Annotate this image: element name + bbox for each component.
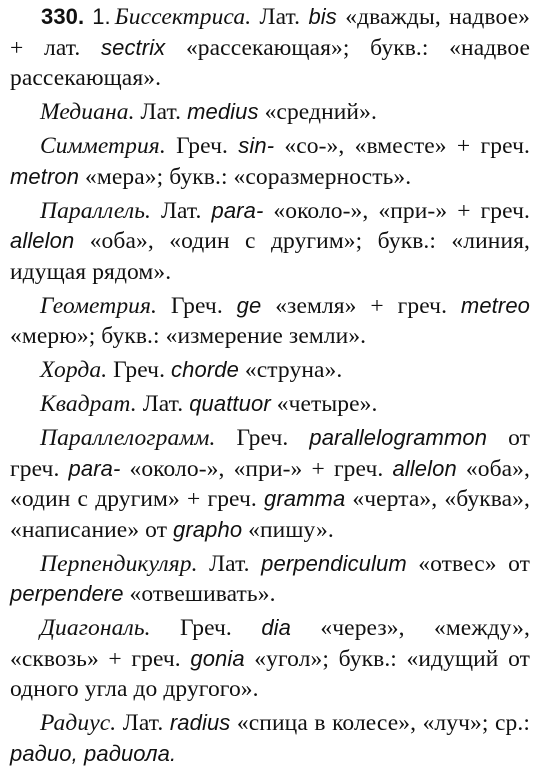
source-word: metreo — [460, 292, 530, 318]
definition-text: Греч. — [107, 357, 172, 383]
definition-text: Греч. — [165, 133, 239, 159]
definition-text: «пишу». — [242, 516, 334, 543]
subtask-number: 1. — [92, 4, 111, 29]
term: Медиана. — [40, 99, 135, 125]
definition-text: «оба», «один с другим» + греч. — [10, 455, 530, 512]
definition-text: «оба», «один с другим»; букв.: «линия, идущая рядом». — [10, 228, 530, 285]
term: Биссектриса. — [114, 4, 252, 30]
source-word: bis — [308, 4, 337, 29]
definition-text: «земля» + греч. — [261, 292, 461, 319]
term: Квадрат. — [40, 391, 137, 417]
entry-body — [40, 391, 378, 417]
definition-text: «угол»; букв.: «идущий от одного угла до другого». — [10, 645, 530, 702]
entry-body — [10, 551, 530, 608]
definition-text: «со-», «вместе» + греч. — [274, 133, 530, 159]
term: Хорда. — [40, 357, 108, 383]
definition-text: Греч. — [215, 425, 310, 451]
entry-body — [10, 4, 530, 91]
entry-6 — [10, 355, 530, 386]
definition-text: «около-», «при-» + греч. — [120, 455, 393, 482]
source-word: perpendiculum — [261, 550, 407, 576]
entry-body — [10, 615, 530, 702]
definition-text: «черта», «буква», «написание» от — [10, 486, 530, 543]
definition-text: Лат. — [136, 391, 190, 417]
entry-10 — [10, 613, 530, 705]
entry-1 — [10, 2, 530, 94]
definition-text: «дважды, надвое» + лат. — [10, 4, 530, 61]
source-word: sectrix — [101, 34, 166, 60]
entry-body — [40, 357, 342, 383]
exercise-page — [10, 2, 530, 773]
source-word: радио, радиола. — [10, 740, 177, 766]
source-word: medius — [187, 99, 259, 124]
entry-9 — [10, 549, 530, 610]
source-word: radius — [169, 710, 231, 735]
entry-4 — [10, 196, 530, 288]
exercise-number: 330. — [41, 4, 85, 29]
entry-body — [10, 293, 530, 350]
entry-2 — [10, 97, 530, 128]
definition-text: «около-», «при-» + греч. — [263, 197, 530, 224]
source-word: gonia — [190, 645, 245, 671]
source-word: sin- — [238, 133, 275, 158]
definition-text: от греч. — [10, 425, 530, 482]
source-word: allelon — [10, 228, 75, 253]
definition-text: «мера»; букв.: «соразмерность». — [79, 163, 412, 190]
source-word: quattuor — [189, 391, 271, 416]
definition-text: Лат. — [150, 197, 212, 224]
source-word: gramma — [264, 486, 346, 511]
source-word: metron — [10, 163, 80, 189]
definition-text: Лат. — [251, 4, 309, 30]
definition-text: «отвешивать». — [123, 581, 276, 607]
definition-text: Лат. — [197, 550, 262, 577]
term: Параллель. — [40, 197, 151, 224]
source-word: perpendere — [10, 581, 124, 606]
definition-text: «отвес» от — [406, 550, 530, 577]
term: Перпендикуляр. — [40, 550, 198, 577]
definition-text: «рассекающая»; букв.: «надвое рассекающая». — [10, 34, 530, 91]
definition-text: Греч. — [157, 292, 237, 319]
source-word: chorde — [171, 357, 239, 382]
entry-body — [10, 710, 530, 767]
source-word: grapho — [173, 516, 243, 542]
term: Геометрия. — [40, 292, 158, 319]
definition-text: «мерю»; букв.: «измерение земли». — [10, 323, 367, 349]
term: Радиус. — [40, 710, 117, 736]
definition-text: «средний». — [258, 99, 377, 125]
term: Параллелограмм. — [40, 425, 216, 451]
definition-text: Лат. — [116, 710, 170, 736]
entry-5 — [10, 291, 530, 352]
definition-text: «струна». — [238, 357, 343, 383]
source-word: para- — [211, 197, 264, 223]
term: Диагональ. — [40, 615, 151, 641]
entry-body — [10, 133, 530, 190]
entry-8 — [10, 423, 530, 545]
term: Симметрия. — [40, 133, 166, 159]
definition-text: «четыре». — [270, 391, 378, 417]
definition-text: «через», «между», «сквозь» + греч. — [10, 615, 530, 672]
definition-text: Греч. — [150, 615, 262, 641]
source-word: parallelogrammon — [309, 425, 488, 450]
entry-body — [10, 425, 530, 543]
source-word: allelon — [392, 455, 457, 481]
source-word: ge — [236, 292, 262, 318]
definition-text: «спица в колесе», «луч»; ср.: — [230, 710, 530, 736]
source-word: dia — [261, 615, 291, 640]
entry-body — [10, 198, 530, 285]
definition-text: Лат. — [134, 99, 188, 125]
entry-body — [40, 99, 377, 125]
entry-11 — [10, 708, 530, 769]
entry-3 — [10, 131, 530, 192]
source-word: para- — [68, 455, 121, 481]
entry-7 — [10, 389, 530, 420]
